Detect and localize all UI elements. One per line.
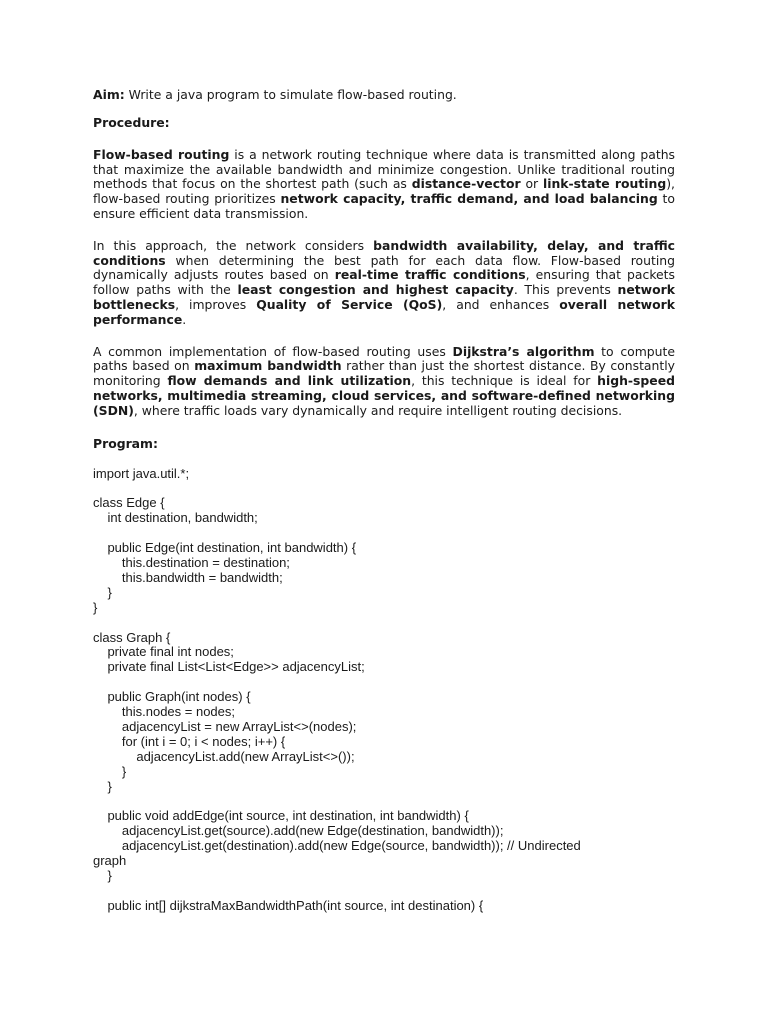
bold-term: high-speed networks, multimedia streaming, cloud services, and software-defined networking (SDN) (93, 373, 675, 418)
code-line: import java.util.*; (93, 465, 190, 481)
bold-term: real-time traffic conditions (334, 267, 526, 283)
paragraph-text: , this technique is ideal for (411, 373, 598, 389)
code-line: public int[] dijkstraMaxBandwidthPath(int source, int destination) { (93, 897, 484, 913)
code-line (93, 616, 675, 631)
paragraph-implementation (93, 345, 675, 419)
code-line: adjacencyList.get(destination).add(new Edge(source, bandwidth)); // Undirected (93, 838, 581, 854)
paragraph-flow-based-routing (93, 148, 675, 222)
code-line: private final List<List<Edge>> adjacencyList; (93, 659, 365, 675)
bold-term: network bottlenecks (93, 282, 675, 312)
bold-term: Quality of Service (QoS) (256, 296, 443, 312)
paragraph-text: In this approach, the network considers (93, 237, 374, 253)
paragraph-text: rather than just the shortest distance. By constantly monitoring (93, 358, 676, 389)
paragraph-text: , and enhances (442, 296, 560, 312)
code-line (93, 794, 675, 809)
paragraph-text: A common implementation of flow-based routing uses (93, 343, 453, 359)
paragraph-text: . This prevents (513, 282, 618, 298)
paragraph-text: , where traffic loads vary dynamically and require intelligent routing decisions. (133, 402, 623, 418)
bold-term: distance-vector (411, 176, 521, 192)
paragraph-text: or (520, 176, 543, 192)
bold-term: Flow-based routing (93, 146, 230, 162)
bold-term: overall network performance (93, 296, 675, 327)
code-line: } (93, 868, 112, 884)
paragraph-text: . (182, 311, 187, 327)
paragraph-approach (93, 239, 675, 328)
code-line: graph (93, 853, 127, 869)
code-line: public Edge(int destination, int bandwidth) { (93, 540, 357, 556)
code-line (93, 675, 675, 690)
code-line: } (93, 763, 127, 779)
code-line: adjacencyList = new ArrayList<>(nodes); (93, 718, 357, 734)
code-line: } (93, 599, 98, 615)
code-line: class Edge { (93, 495, 165, 511)
code-line: adjacencyList.add(new ArrayList<>()); (93, 748, 355, 764)
paragraph-text: when determining the best path for each data flow. Flow-based routing dynamically adjusts routes based on (93, 252, 675, 283)
program-heading: Program: (93, 435, 158, 451)
code-line: int destination, bandwidth; (93, 510, 258, 526)
paragraph-text: , improves (175, 296, 257, 312)
code-line: this.destination = destination; (93, 554, 290, 570)
aim-text: Write a java program to simulate flow-based routing. (124, 87, 457, 102)
bold-term: network capacity, traffic demand, and load balancing (280, 191, 658, 207)
paragraph-text: , ensuring that packets follow paths with the (93, 267, 675, 298)
code-line: public void addEdge(int source, int destination, int bandwidth) { (93, 808, 469, 824)
paragraph-text: to compute paths based on (93, 343, 675, 374)
code-block (93, 467, 675, 914)
bold-term: maximum bandwidth (194, 358, 342, 374)
document-page (93, 88, 675, 914)
aim-label: Aim: (93, 87, 125, 102)
code-line: this.bandwidth = bandwidth; (93, 569, 283, 585)
code-line: class Graph { (93, 629, 171, 645)
paragraph-text: to ensure efficient data transmission. (93, 191, 675, 221)
paragraph-text: ), flow-based routing prioritizes (93, 176, 675, 207)
bold-term: least congestion and highest capacity (237, 282, 514, 298)
code-line: private final int nodes; (93, 644, 234, 660)
code-line: public Graph(int nodes) { (93, 689, 251, 705)
code-line (93, 481, 675, 496)
code-line (93, 884, 675, 899)
code-line: for (int i = 0; i < nodes; i++) { (93, 733, 286, 749)
code-line: } (93, 778, 112, 794)
aim-line (93, 88, 675, 103)
paragraph-text: is a network routing technique where data is transmitted along paths that maximize the available bandwidth and minimize congestion. Unlike traditional routing methods that focus on the shortest path (such as (93, 146, 675, 192)
bold-term: link-state routing (542, 176, 667, 192)
procedure-heading: Procedure: (93, 114, 170, 130)
bold-term: bandwidth availability, delay, and traffic conditions (93, 237, 675, 268)
code-line: } (93, 584, 112, 600)
code-line: adjacencyList.get(source).add(new Edge(destination, bandwidth)); (93, 823, 504, 839)
code-line (93, 526, 675, 541)
code-line: this.nodes = nodes; (93, 704, 236, 720)
bold-term: Dijkstra’s algorithm (452, 343, 595, 359)
bold-term: flow demands and link utilization (167, 373, 412, 389)
